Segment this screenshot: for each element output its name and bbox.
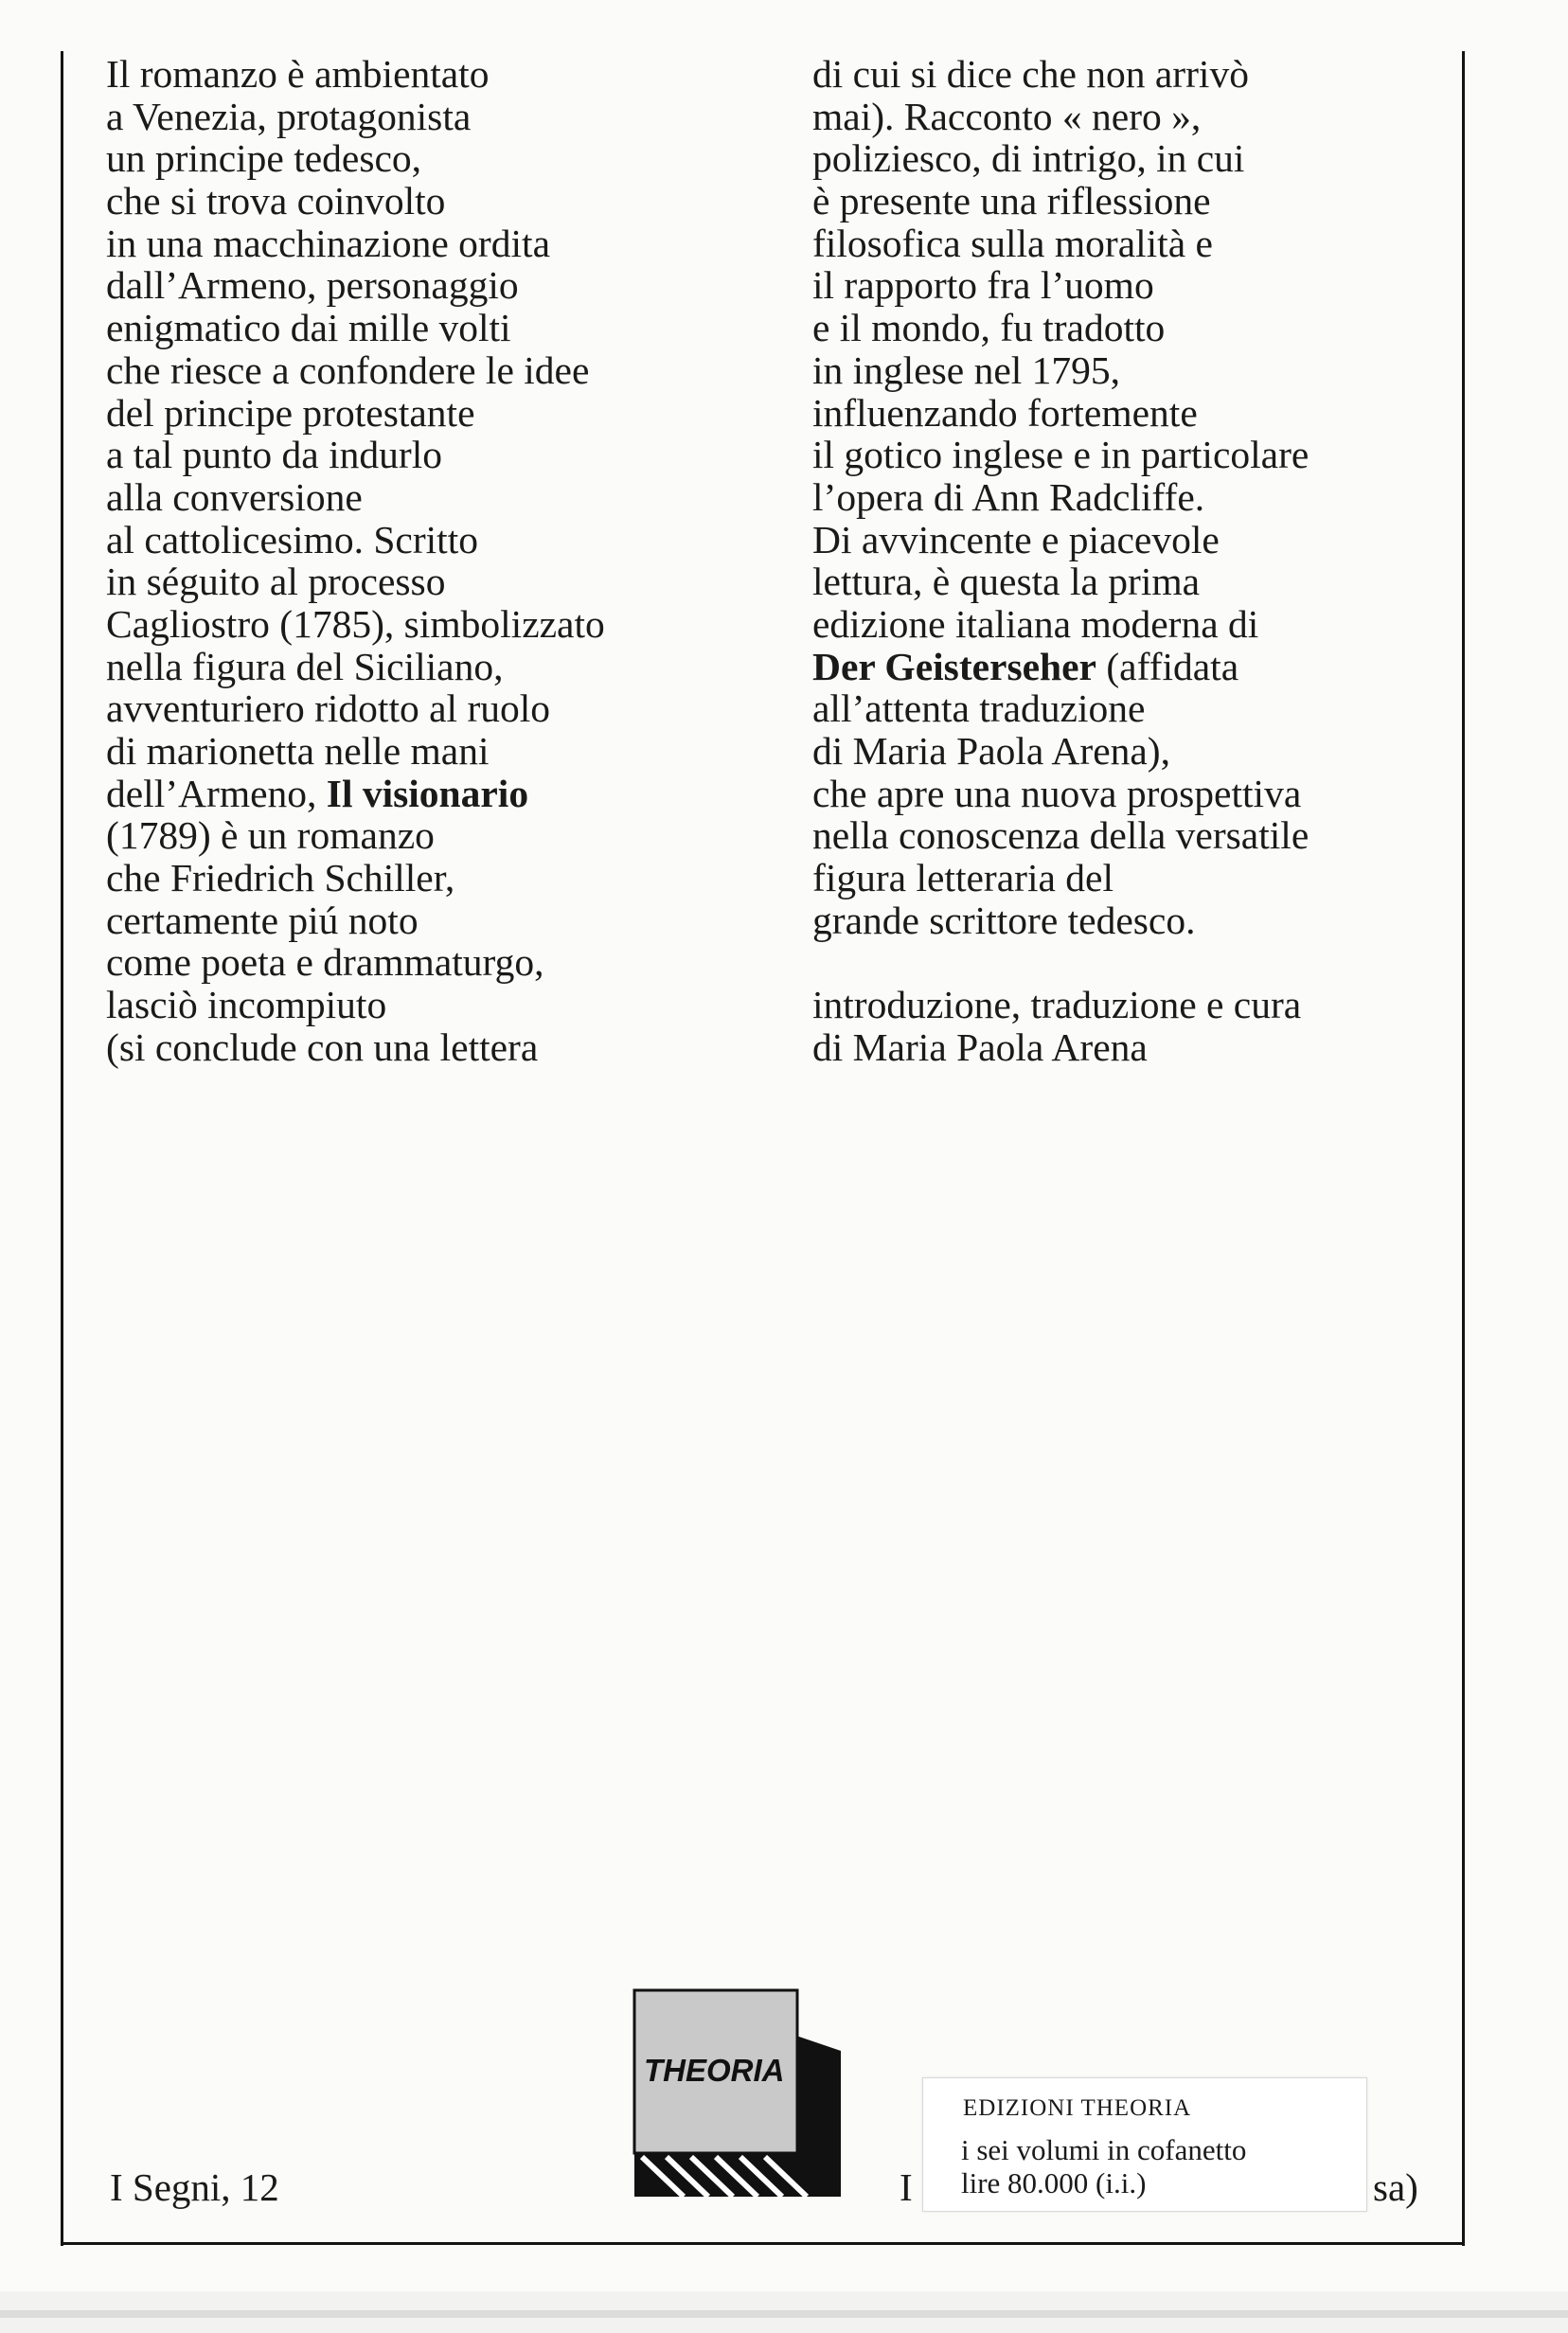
sticker-price: lire 80.000 (i.i.) <box>961 2166 1147 2199</box>
text-line: nella figura del Siciliano, <box>106 644 504 688</box>
sticker-line: i sei volumi in cofanetto <box>961 2133 1247 2166</box>
text-line: è presente una riflessione <box>812 179 1211 223</box>
text-line: in una macchinazione ordita <box>106 221 550 265</box>
text-line: a Venezia, protagonista <box>106 94 472 138</box>
text-line: il gotico inglese e in particolare <box>812 433 1310 477</box>
text-line: edizione italiana moderna di <box>812 601 1259 646</box>
text-line: poliziesco, di intrigo, in cui <box>812 136 1245 181</box>
text-fragment: (affidata <box>1096 644 1239 688</box>
text-line: filosofica sulla moralità e <box>812 221 1213 265</box>
text-line: enigmatico dai mille volti <box>106 306 511 350</box>
text-line: lasciò incompiuto <box>106 983 387 1027</box>
credits-line: di Maria Paola Arena <box>812 1024 1148 1069</box>
text-line: che Friedrich Schiller, <box>106 856 455 900</box>
text-line: di marionetta nelle mani <box>106 729 490 773</box>
text-line: lettura, è questa la prima <box>812 560 1201 604</box>
text-line: di Maria Paola Arena), <box>812 729 1170 773</box>
credits-line: introduzione, traduzione e cura <box>812 983 1302 1027</box>
text-line: e il mondo, fu tradotto <box>812 306 1166 350</box>
series-label: I Segni, 12 <box>110 2165 279 2209</box>
text-line: che si trova coinvolto <box>106 179 446 223</box>
text-line: (1789) è un romanzo <box>106 813 435 858</box>
text-line: un principe tedesco, <box>106 136 422 181</box>
text-line: alla conversione <box>106 474 363 519</box>
frame-left-border <box>61 51 63 2246</box>
text-line: che apre una nuova prospettiva <box>812 771 1302 815</box>
text-line: Di avvincente e piacevole <box>812 517 1220 561</box>
text-line: all’attenta traduzione <box>812 686 1146 731</box>
paragraph-gap <box>812 941 1309 984</box>
text-line: come poeta e drammaturgo, <box>106 940 544 985</box>
price-sticker <box>922 2077 1367 2212</box>
text-line: l’opera di Ann Radcliffe. <box>812 474 1205 519</box>
text-line: nella conoscenza della versatile <box>812 813 1310 858</box>
page-edge-shadow <box>0 2310 1568 2318</box>
logo-text: THEORIA <box>644 2053 785 2088</box>
blurb-right-column <box>812 53 1309 1069</box>
blurb-left-column <box>106 53 605 1069</box>
text-fragment: dell’Armeno, <box>106 771 327 815</box>
text-line: mai). Racconto « nero », <box>812 94 1202 138</box>
text-line: il rapporto fra l’uomo <box>812 263 1154 308</box>
book-title-il-visionario: Il visionario <box>326 771 529 815</box>
price-text-partial-left: I <box>900 2165 913 2209</box>
publisher-logo <box>629 1986 846 2204</box>
text-line: Cagliostro (1785), simbolizzato <box>106 601 605 646</box>
text-line: certamente piú noto <box>106 898 419 942</box>
text-line: influenzando fortemente <box>812 390 1198 435</box>
text-line: a tal punto da indurlo <box>106 433 442 477</box>
text-line: grande scrittore tedesco. <box>812 898 1196 942</box>
text-line-with-title <box>106 773 605 815</box>
text-line: che riesce a confondere le idee <box>106 347 590 392</box>
text-line-with-title <box>812 646 1309 688</box>
text-line: in séguito al processo <box>106 560 446 604</box>
text-line: di cui si dice che non arrivò <box>812 52 1249 96</box>
text-line: Il romanzo è ambientato <box>106 52 490 96</box>
text-line: dall’Armeno, personaggio <box>106 263 519 308</box>
frame-right-border <box>1462 51 1465 2246</box>
sticker-title: EDIZIONI THEORIA <box>963 2095 1192 2121</box>
text-line: figura letteraria del <box>812 856 1114 900</box>
frame-bottom-border <box>61 2242 1465 2245</box>
text-line: del principe protestante <box>106 390 475 435</box>
text-line: (si conclude con una lettera <box>106 1024 539 1069</box>
text-line: in inglese nel 1795, <box>812 347 1121 392</box>
book-title-der-geisterseher: Der Geisterseher <box>812 644 1096 688</box>
text-line: al cattolicesimo. Scritto <box>106 517 478 561</box>
text-line: avventuriero ridotto al ruolo <box>106 686 551 731</box>
price-text-partial-right: sa) <box>1373 2165 1418 2209</box>
